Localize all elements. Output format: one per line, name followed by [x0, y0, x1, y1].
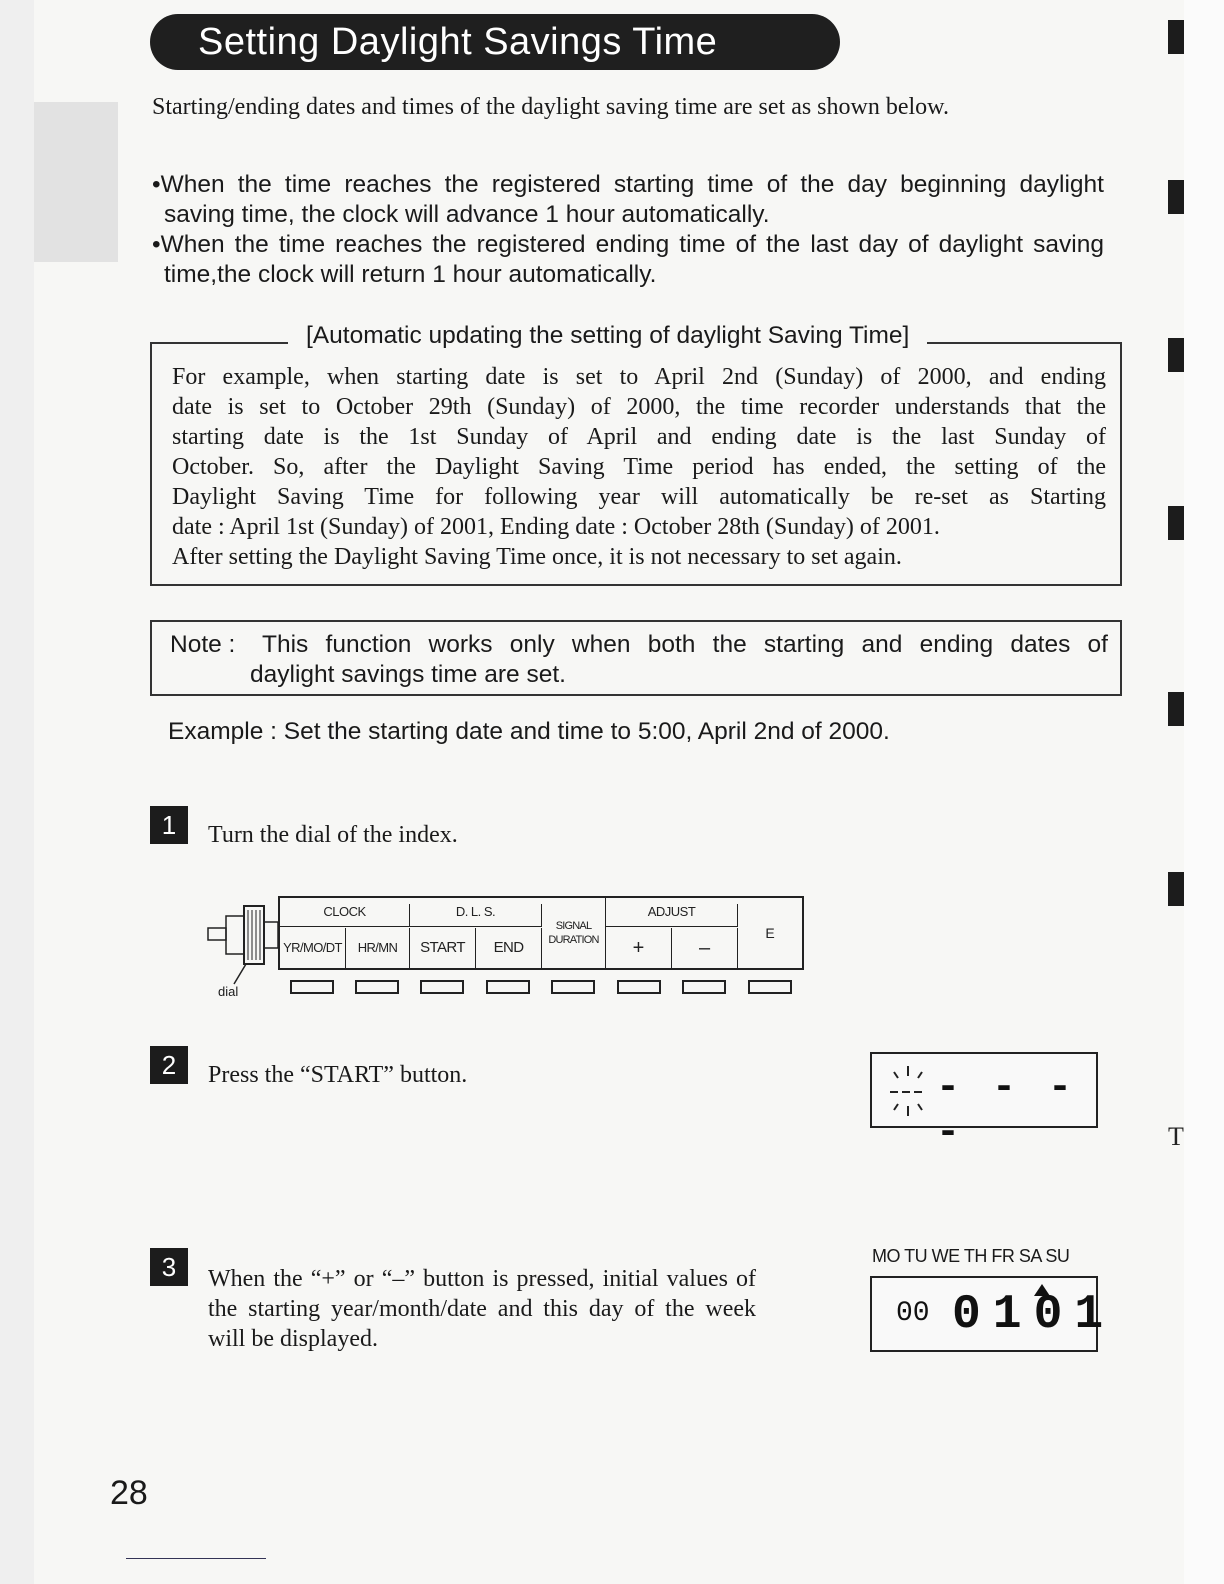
lcd-start-dashes: - - - - [936, 1066, 1077, 1156]
bullet-list [152, 170, 1104, 290]
note-label: Note : [170, 631, 236, 658]
key-button[interactable] [748, 980, 792, 994]
step-2-number: 2 [150, 1046, 188, 1084]
next-page-edge [1184, 0, 1224, 1584]
lcd-date-digits: 0101 [952, 1288, 1116, 1342]
step-2-text: Press the “START” button. [208, 1062, 468, 1088]
step-3-text: When the “+” or “–” button is pressed, initial values of the starting year/month/date and this day of the week will be displayed. [208, 1266, 756, 1352]
dial-icon [206, 902, 282, 988]
page-title: Setting Daylight Savings Time [150, 14, 840, 70]
edge-glyph: T [1168, 1122, 1184, 1151]
side-index-tab [34, 102, 118, 262]
panel-hrmn[interactable]: HR/MN [346, 928, 410, 968]
panel-plus[interactable]: + [606, 928, 672, 968]
step-1-text: Turn the dial of the index. [208, 822, 458, 848]
panel-signal: SIGNAL [555, 920, 592, 932]
lcd-display-date [870, 1276, 1116, 1352]
edge-marker-6 [1168, 872, 1184, 906]
key-button[interactable] [486, 980, 530, 994]
panel-adjust: ADJUST [606, 904, 738, 926]
edge-marker-5 [1168, 692, 1184, 726]
function-index-panel [278, 896, 804, 970]
auto-line: After setting the Daylight Saving Time once, it is not necessary to set again. [172, 544, 902, 570]
panel-dls: D. L. S. [410, 904, 542, 926]
panel-minus[interactable]: – [672, 928, 738, 968]
auto-update-box [150, 322, 1122, 586]
panel-start[interactable]: START [410, 928, 476, 968]
panel-clock: CLOCK [280, 904, 410, 926]
key-button[interactable] [682, 980, 726, 994]
note-line-2: daylight savings time are set. [250, 661, 566, 688]
auto-update-title: [Automatic updating the setting of daylight Saving Time] [288, 322, 927, 350]
lcd-blinking-year: 00 [896, 1298, 930, 1329]
bullet-item: •When the time reaches the registered starting time of the day beginning daylight saving time, the clock will advance 1 hour automatically. [152, 171, 1104, 228]
lcd-display-start [870, 1052, 1098, 1156]
key-button[interactable] [617, 980, 661, 994]
weekday-labels: MO TU WE TH FR SA SU [872, 1246, 1070, 1266]
footer-rule [126, 1558, 266, 1559]
panel-e[interactable]: E [765, 925, 775, 941]
panel-duration: DURATION [548, 934, 599, 946]
auto-line: date is set to October 29th (Sunday) of 2000, the time recorder understands that the [172, 394, 1106, 420]
panel-yrmodt[interactable]: YR/MO/DT [280, 928, 346, 968]
dial-label: dial [218, 984, 239, 999]
auto-line: starting date is the 1st Sunday of April and ending date is the last Sunday of [172, 424, 1106, 450]
auto-update-text [172, 362, 1106, 572]
auto-line: date : April 1st (Sunday) of 2001, Ending date : October 28th (Sunday) of 2001. [172, 514, 940, 540]
edge-marker-3 [1168, 338, 1184, 372]
step-3-number: 3 [150, 1248, 188, 1286]
note-line-1: This function works only when both the starting and ending dates of [262, 631, 1108, 658]
edge-marker-2 [1168, 180, 1184, 214]
panel-end[interactable]: END [476, 928, 542, 968]
key-button[interactable] [551, 980, 595, 994]
panel-signal-duration[interactable] [542, 898, 606, 968]
page-number: 28 [110, 1474, 148, 1512]
key-button[interactable] [290, 980, 334, 994]
edge-marker-1 [1168, 20, 1184, 54]
auto-line: Daylight Saving Time for following year will automatically be re-set as Starting [172, 484, 1106, 510]
intro-text: Starting/ending dates and times of the daylight saving time are set as shown below. [152, 94, 949, 120]
key-button[interactable] [355, 980, 399, 994]
key-button[interactable] [420, 980, 464, 994]
edge-marker-4 [1168, 506, 1184, 540]
auto-line: For example, when starting date is set to April 2nd (Sunday) of 2000, and ending [172, 364, 1106, 390]
auto-line: October. So, after the Daylight Saving Time period has ended, the setting of the [172, 454, 1106, 480]
note-box [150, 620, 1122, 696]
example-text: Example : Set the starting date and time to 5:00, April 2nd of 2000. [168, 718, 890, 745]
bullet-item: •When the time reaches the registered ending time of the last day of daylight saving time,the clock will return 1 hour automatically. [152, 231, 1104, 288]
step-1-number: 1 [150, 806, 188, 844]
